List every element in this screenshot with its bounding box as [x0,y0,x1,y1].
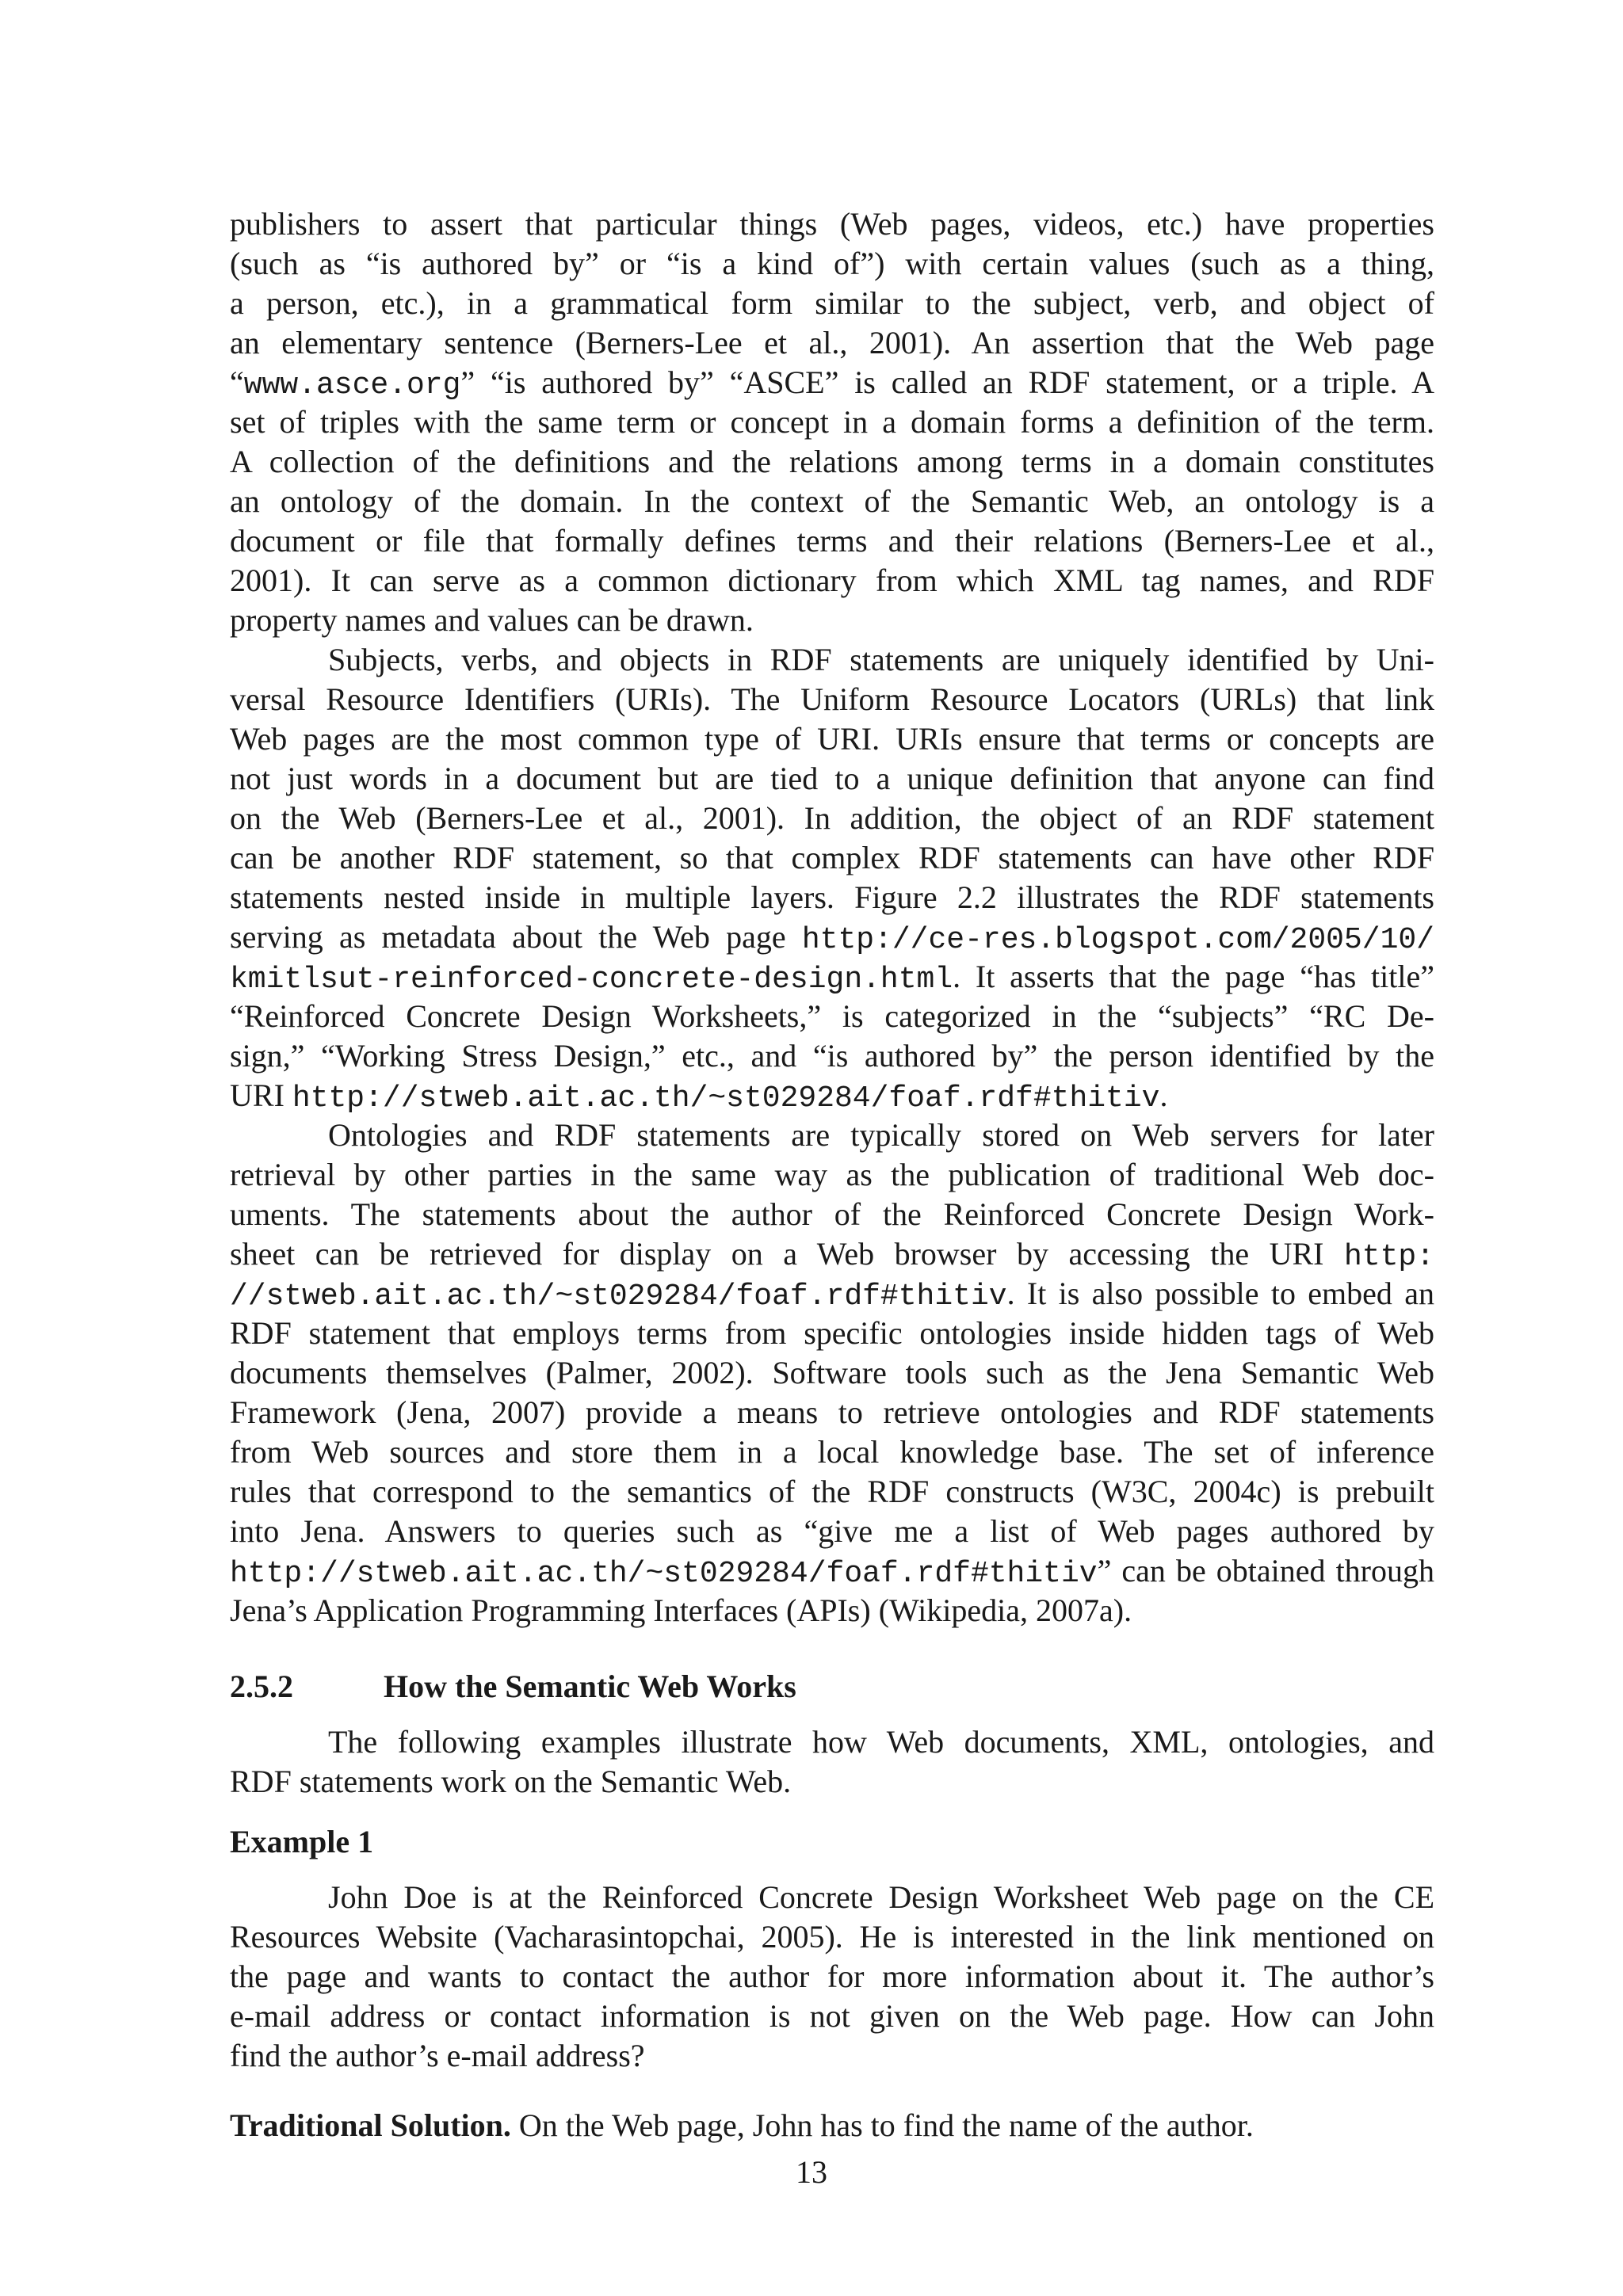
uri-text: http://stweb.ait.ac.th/~st029284/foaf.rdf#thitiv [292,1081,1160,1116]
text-run: Web pages are the most common type of URI. URIs ensure that terms or concepts are [230,721,1434,757]
text-run: On the Web page, John has to find the name of the author. [510,2107,1254,2143]
text-run: Framework (Jena, 2007) provide a means to retrieve ontologies and RDF statements [230,1394,1434,1430]
text-run: ” can be obtained through [1097,1553,1434,1589]
text-run: Resources Website (Vacharasintopchai, 2005). He is interested in the link mentioned on [230,1919,1434,1955]
text-line [230,878,1434,917]
text-line [230,719,1434,759]
text-run: on the Web (Berners-Lee et al., 2001). In addition, the object of an RDF statement [230,800,1434,836]
text-line [230,482,1434,521]
text-run: . It is also possible to embed an [1006,1276,1434,1311]
text-run: ” “is authored by” “ASCE” is called an RDF statement, or a triple. A [460,364,1434,400]
text-run: uments. The statements about the author of the Reinforced Concrete Design Work- [230,1196,1434,1232]
text-run: A collection of the definitions and the relations among terms in a domain constitutes [230,444,1434,479]
text-line [230,917,1434,957]
text-line [230,1195,1434,1234]
text-line [230,363,1434,402]
text-run: sign,” “Working Stress Design,” etc., and “is authored by” the person identified by the [230,1038,1434,1074]
text-line [230,1762,1434,1802]
text-run: e-mail address or contact information is not given on the Web page. How can John [230,1998,1434,2034]
text-run: an elementary sentence (Berners-Lee et al., 2001). An assertion that the Web page [230,325,1434,360]
text-run: RDF statement that employs terms from specific ontologies inside hidden tags of Web [230,1315,1434,1351]
text-run: sheet can be retrieved for display on a Web browser by accessing the URI [230,1236,1344,1272]
text-run: serving as metadata about the Web page [230,919,802,955]
uri-text: //stweb.ait.ac.th/~st029284/foaf.rdf#thitiv [230,1280,1007,1314]
text-line [230,1551,1434,1591]
run-in-heading: Traditional Solution. [230,2107,511,2143]
text-line [230,997,1434,1036]
text-run: John Doe is at the Reinforced Concrete Design Worksheet Web page on the CE [328,1879,1434,1915]
text-line [230,1274,1434,1314]
text-run: Subjects, verbs, and objects in RDF statements are uniquely identified by Uni- [328,642,1434,677]
text-run: an ontology of the domain. In the context of the Semantic Web, an ontology is a [230,483,1434,519]
text-line [230,1076,1434,1116]
text-run: set of triples with the same term or concept in a domain forms a definition of the term. [230,404,1434,440]
text-line [328,1878,1434,1917]
text-run: URI [230,1077,292,1113]
text-run: retrieval by other parties in the same way as the publication of traditional Web doc- [230,1157,1434,1192]
text-line [230,799,1434,838]
text-run: versal Resource Identifiers (URIs). The Uniform Resource Locators (URLs) that link [230,681,1434,717]
example-heading: Example 1 [230,1824,374,1859]
text-line [230,1353,1434,1393]
text-run: from Web sources and store them in a local knowledge base. The set of inference [230,1434,1434,1470]
text-line [230,1591,1434,1630]
uri-text: kmitlsut-reinforced-concrete-design.html [230,963,953,997]
text-line [230,1155,1434,1195]
text-line [230,957,1434,997]
section-heading [230,1667,796,1707]
uri-text: http://stweb.ait.ac.th/~st029284/foaf.rdf#thitiv [230,1557,1098,1591]
text-line [230,244,1434,284]
text-run: The following examples illustrate how Web documents, XML, ontologies, and [328,1724,1434,1760]
uri-text: http://ce-res.blogspot.com/2005/10/ [801,923,1434,957]
text-line [230,204,1434,244]
text-line [328,1722,1434,1762]
text-run: into Jena. Answers to queries such as “give me a list of Web pages authored by [230,1513,1434,1549]
text-run: (such as “is authored by” or “is a kind of”) with certain values (such as a thing, [230,246,1434,281]
text-run: documents themselves (Palmer, 2002). Software tools such as the Jena Semantic Web [230,1355,1434,1390]
text-run: “ [230,364,244,400]
text-line [230,838,1434,878]
text-line [230,1512,1434,1551]
uri-text: http: [1343,1240,1434,1274]
text-run: a person, etc.), in a grammatical form similar to the subject, verb, and object of [230,285,1434,321]
text-line [230,561,1434,601]
text-run: RDF statements work on the Semantic Web. [230,1764,792,1799]
section-number: 2.5.2 [230,1669,293,1704]
text-run: find the author’s e-mail address? [230,2038,645,2073]
text-run: not just words in a document but are tied to a unique definition that anyone can find [230,761,1434,796]
text-line [230,1997,1434,2036]
text-run: Jena’s Application Programming Interfaces (APIs) (Wikipedia, 2007a). [230,1592,1132,1628]
text-line [230,2106,1434,2145]
text-run: the page and wants to contact the author for more information about it. The author’s [230,1958,1434,1994]
text-line [230,1314,1434,1353]
text-line [230,1234,1434,1274]
section-title: How the Semantic Web Works [384,1669,796,1704]
text-run: rules that correspond to the semantics of the RDF constructs (W3C, 2004c) is prebuilt [230,1474,1434,1509]
text-line [328,640,1434,680]
page-number: 13 [796,2154,827,2190]
text-line [230,1432,1434,1472]
text-line [230,1393,1434,1432]
text-run: Ontologies and RDF statements are typically stored on Web servers for later [328,1117,1434,1153]
text-line [230,323,1434,363]
text-line [230,284,1434,323]
text-run: . It asserts that the page “has title” [953,959,1434,994]
text-line [230,759,1434,799]
text-run: statements nested inside in multiple layers. Figure 2.2 illustrates the RDF statements [230,879,1434,915]
text-run: “Reinforced Concrete Design Worksheets,” is categorized in the “subjects” “RC De- [230,998,1434,1034]
text-run: document or file that formally defines terms and their relations (Berners-Lee et al., [230,523,1434,559]
text-run: publishers to assert that particular things (Web pages, videos, etc.) have properties [230,206,1434,242]
text-line [328,1116,1434,1155]
text-line [230,1036,1434,1076]
text-run: 2001). It can serve as a common dictionary from which XML tag names, and RDF [230,563,1434,598]
text-line [230,601,1434,640]
uri-text: www.asce.org [243,368,461,402]
text-run: property names and values can be drawn. [230,602,754,638]
text-line [230,521,1434,561]
text-line [230,2036,1434,2076]
text-line [230,1957,1434,1997]
text-line [230,1472,1434,1512]
text-line [230,402,1434,442]
text-line [230,442,1434,482]
text-line [230,1917,1434,1957]
text-run: . [1159,1077,1168,1113]
text-run: can be another RDF statement, so that complex RDF statements can have other RDF [230,840,1434,875]
text-line [230,680,1434,719]
